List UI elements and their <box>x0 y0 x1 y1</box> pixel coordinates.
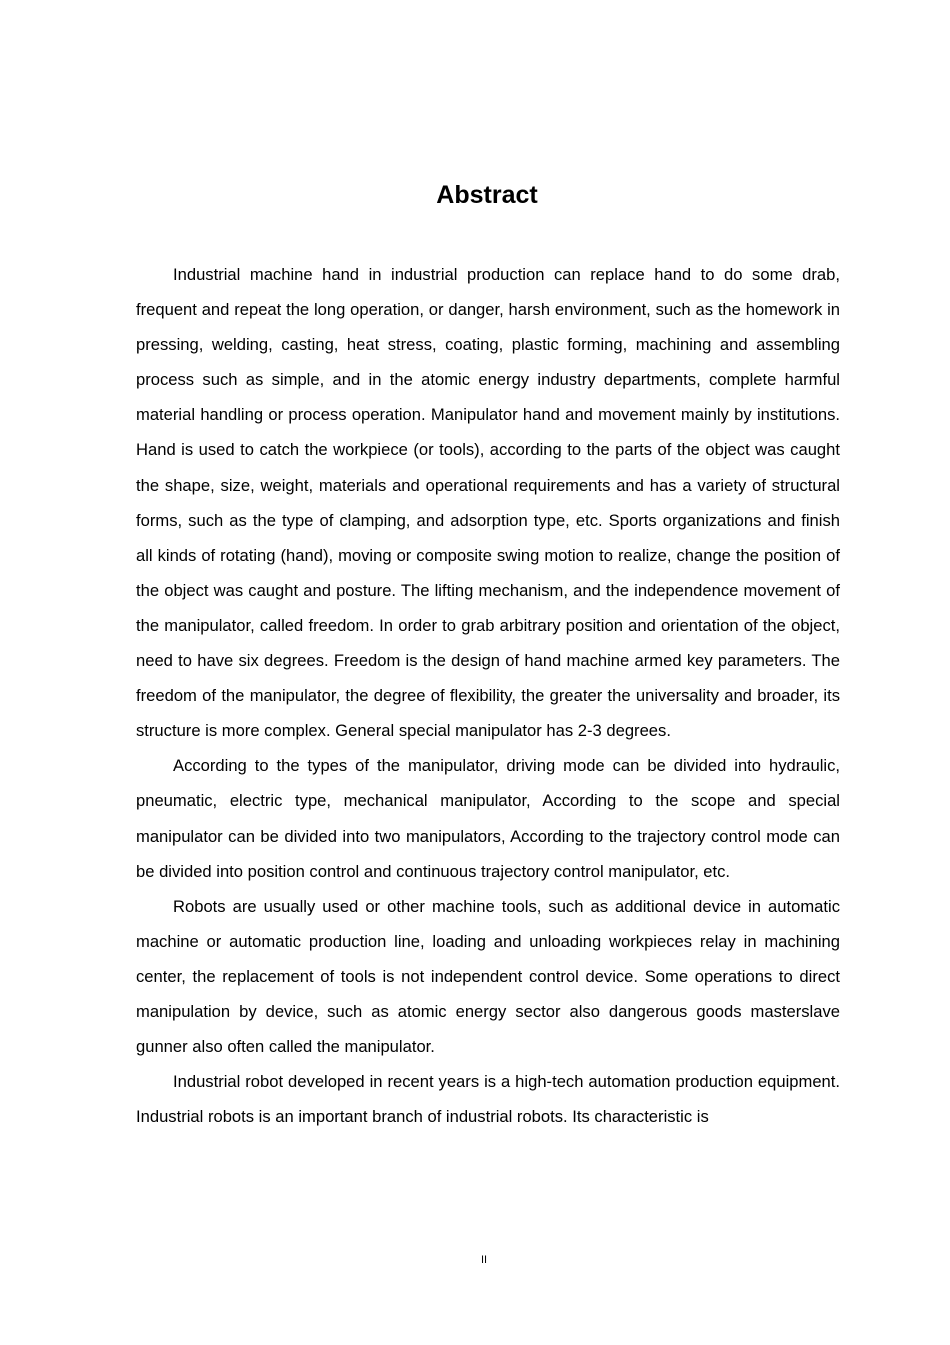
abstract-paragraph-2: According to the types of the manipulator, driving mode can be divided into hydraulic, pneumatic, electric type, mechanical manipulator, According to the scope and special manipulator can be divided into two manipulators, According to the trajectory control mode can be divided into position control and continuous trajectory control manipulator, etc. <box>136 756 840 881</box>
abstract-body <box>136 257 840 1134</box>
abstract-paragraph-1: Industrial machine hand in industrial production can replace hand to do some drab, frequent and repeat the long operation, or danger, harsh environment, such as the homework in pressing, welding, casting, heat stress, coating, plastic forming, machining and assembling process such as simple, and in the atomic energy industry departments, complete harmful material handling or process operation. Manipulator hand and movement mainly by institutions. Hand is used to catch the workpiece (or tools), according to the parts of the object was caught the shape, size, weight, materials and operational requirements and has a variety of structural forms, such as the type of clamping, and adsorption type, etc. Sports organizations and finish all kinds of rotating (hand), moving or composite swing motion to realize, change the position of the object was caught and posture. The lifting mechanism, and the independence movement of the manipulator, called freedom. In order to grab arbitrary position and orientation of the object, need to have six degrees. Freedom is the design of hand machine armed key parameters. The freedom of the manipulator, the degree of flexibility, the greater the universality and broader, its structure is more complex. General special manipulator has 2-3 degrees. <box>136 265 840 741</box>
page-number: II <box>480 1254 488 1266</box>
page-title: Abstract <box>436 181 538 209</box>
abstract-paragraph-3: Robots are usually used or other machine tools, such as additional device in automatic machine or automatic production line, loading and unloading workpieces relay in machining center, the replacement of tools is not independent control device. Some operations to direct manipulation by device, such as atomic energy sector also dangerous goods masterslave gunner also often called the manipulator. <box>136 896 840 1057</box>
abstract-paragraph-4: Industrial robot developed in recent years is a high-tech automation production equipment. Industrial robots is an important branch of industrial robots. Its characteristic is <box>136 1072 840 1127</box>
